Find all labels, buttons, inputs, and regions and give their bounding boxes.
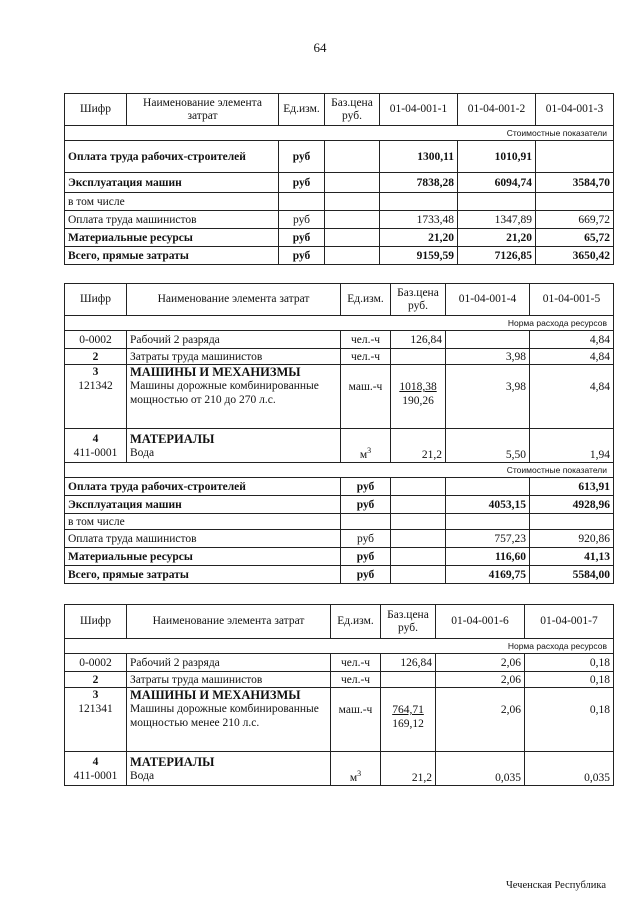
row-price xyxy=(391,496,446,514)
table-row xyxy=(65,429,614,463)
row-price xyxy=(391,478,446,496)
row-code: 0-0002 xyxy=(65,654,127,672)
row-name: Всего, прямые затраты xyxy=(65,247,279,265)
row-value-2: 41,13 xyxy=(530,548,614,566)
header-col-6: 01-04-001-6 xyxy=(436,605,525,639)
row-price: 126,84 xyxy=(391,331,446,349)
table-row xyxy=(65,211,614,229)
row-value-2: 1,94 xyxy=(530,429,614,463)
row-value-1 xyxy=(446,331,530,349)
row-price xyxy=(391,514,446,530)
table-row xyxy=(65,173,614,193)
resource-code: 411-0001 xyxy=(73,446,118,459)
row-unit: чел.-ч xyxy=(341,349,391,365)
row-price xyxy=(325,173,380,193)
row-value-3: 3650,42 xyxy=(536,247,614,265)
row-unit: руб xyxy=(341,530,391,548)
row-price xyxy=(391,349,446,365)
row-value-2: 4928,96 xyxy=(530,496,614,514)
resource-table-2 xyxy=(64,283,614,584)
row-name: в том числе xyxy=(65,193,279,211)
row-value-1: 1300,11 xyxy=(380,141,458,173)
header-unit: Ед.изм. xyxy=(331,605,381,639)
row-name: Эксплуатация машин xyxy=(65,173,279,193)
row-value-2: 4,84 xyxy=(530,331,614,349)
row-price: 126,84 xyxy=(381,654,436,672)
table-row xyxy=(65,349,614,365)
section-label: Стоимостные показатели xyxy=(65,463,614,478)
footer-region: Чеченская Республика xyxy=(505,880,606,891)
row-price xyxy=(325,141,380,173)
row-value-3 xyxy=(536,193,614,211)
row-name xyxy=(127,752,331,786)
row-unit: руб xyxy=(279,211,325,229)
table-row xyxy=(65,331,614,349)
header-col-1: 01-04-001-1 xyxy=(380,94,458,126)
row-price: 21,2 xyxy=(391,429,446,463)
row-value-1: 116,60 xyxy=(446,548,530,566)
row-code: 2 xyxy=(65,349,127,365)
row-name: Затраты труда машинистов xyxy=(127,672,331,688)
header-col-4: 01-04-001-4 xyxy=(446,284,530,316)
header-price: Баз.цена руб. xyxy=(391,284,446,316)
header-unit: Ед.изм. xyxy=(341,284,391,316)
row-value-1: 21,20 xyxy=(380,229,458,247)
row-name: Материальные ресурсы xyxy=(65,229,279,247)
header-name: Наименование элемента затрат xyxy=(127,94,279,126)
table-header-row xyxy=(65,284,614,316)
section-label: Стоимостные показатели xyxy=(65,126,614,141)
price-labor: 169,12 xyxy=(392,718,424,730)
section-row xyxy=(65,316,614,331)
unit-text: м xyxy=(349,772,358,784)
row-code xyxy=(65,688,127,752)
header-name: Наименование элемента затрат xyxy=(127,605,331,639)
section-row xyxy=(65,463,614,478)
row-name xyxy=(127,365,341,429)
resource-code: 121342 xyxy=(78,380,113,392)
table-row xyxy=(65,247,614,265)
row-value-2: 1010,91 xyxy=(458,141,536,173)
row-name: Оплата труда рабочих-строителей xyxy=(65,478,341,496)
resource-name: Машины дорожные комбинированные мощностью от 210 до 270 л.с. xyxy=(130,380,319,406)
table-row xyxy=(65,365,614,429)
row-value-1: 5,50 xyxy=(446,429,530,463)
header-code: Шифр xyxy=(65,605,127,639)
row-value-2: 4,84 xyxy=(530,365,614,429)
row-unit xyxy=(341,514,391,530)
header-col-2: 01-04-001-2 xyxy=(458,94,536,126)
row-price xyxy=(325,247,380,265)
row-unit: руб xyxy=(279,247,325,265)
resource-name: Вода xyxy=(130,769,155,782)
row-unit: руб xyxy=(341,566,391,584)
row-value-1: 9159,59 xyxy=(380,247,458,265)
table-row xyxy=(65,193,614,211)
header-col-3: 01-04-001-3 xyxy=(536,94,614,126)
row-unit: чел.-ч xyxy=(341,331,391,349)
row-price xyxy=(325,211,380,229)
table-row xyxy=(65,229,614,247)
row-value-2: 920,86 xyxy=(530,530,614,548)
resource-name: Вода xyxy=(130,446,155,459)
row-name xyxy=(127,429,341,463)
unit-superscript: 3 xyxy=(357,769,362,779)
row-unit: руб xyxy=(279,173,325,193)
row-code: 0-0002 xyxy=(65,331,127,349)
row-value-3: 65,72 xyxy=(536,229,614,247)
row-name: Оплата труда рабочих-строителей xyxy=(65,141,279,173)
row-unit: чел.-ч xyxy=(331,654,381,672)
row-value-2: 0,18 xyxy=(525,688,614,752)
row-value-2: 6094,74 xyxy=(458,173,536,193)
group-title: МАТЕРИАЛЫ xyxy=(130,431,215,446)
row-value-1 xyxy=(446,514,530,530)
row-name xyxy=(127,688,331,752)
row-name: Затраты труда машинистов xyxy=(127,349,341,365)
row-value-1: 2,06 xyxy=(436,654,525,672)
header-code: Шифр xyxy=(65,94,127,126)
row-price xyxy=(381,688,436,752)
row-unit: руб xyxy=(341,478,391,496)
group-title: МАШИНЫ И МЕХАНИЗМЫ xyxy=(130,365,301,379)
row-value-1: 3,98 xyxy=(446,365,530,429)
row-code: 2 xyxy=(65,672,127,688)
row-unit: маш.-ч xyxy=(341,365,391,429)
price-total: 1018,38 xyxy=(399,381,437,393)
resource-name: Машины дорожные комбинированные мощностью менее 210 л.с. xyxy=(130,703,319,729)
row-value-2: 5584,00 xyxy=(530,566,614,584)
table-row xyxy=(65,514,614,530)
resource-code: 121341 xyxy=(78,703,113,715)
group-number: 4 xyxy=(92,432,99,445)
table-header-row xyxy=(65,94,614,126)
group-title: МАТЕРИАЛЫ xyxy=(130,754,215,769)
row-value-1: 2,06 xyxy=(436,672,525,688)
row-price xyxy=(325,229,380,247)
row-unit: маш.-ч xyxy=(331,688,381,752)
row-code xyxy=(65,365,127,429)
group-number: 3 xyxy=(92,689,99,701)
row-value-3: 3584,70 xyxy=(536,173,614,193)
cost-table-1 xyxy=(64,93,614,265)
row-name: Всего, прямые затраты xyxy=(65,566,341,584)
table-row xyxy=(65,530,614,548)
header-price: Баз.цена руб. xyxy=(381,605,436,639)
row-name: Рабочий 2 разряда xyxy=(127,331,341,349)
row-value-2: 0,18 xyxy=(525,654,614,672)
row-price xyxy=(391,566,446,584)
row-unit: руб xyxy=(341,548,391,566)
resource-table-3 xyxy=(64,604,614,786)
row-value-3: 669,72 xyxy=(536,211,614,229)
row-value-2 xyxy=(530,514,614,530)
row-value-2 xyxy=(458,193,536,211)
section-label: Норма расхода ресурсов xyxy=(65,316,614,331)
header-unit: Ед.изм. xyxy=(279,94,325,126)
unit-superscript: 3 xyxy=(367,446,372,456)
row-value-1: 3,98 xyxy=(446,349,530,365)
row-unit: руб xyxy=(341,496,391,514)
row-price xyxy=(391,365,446,429)
row-price xyxy=(391,548,446,566)
row-price xyxy=(325,193,380,211)
table-header-row xyxy=(65,605,614,639)
row-value-2: 613,91 xyxy=(530,478,614,496)
row-value-2: 0,035 xyxy=(525,752,614,786)
group-number: 4 xyxy=(92,755,99,768)
header-code: Шифр xyxy=(65,284,127,316)
header-col-5: 01-04-001-5 xyxy=(530,284,614,316)
header-price: Баз.цена руб. xyxy=(325,94,380,126)
row-unit: руб xyxy=(279,229,325,247)
group-number: 3 xyxy=(92,366,99,378)
section-label: Норма расхода ресурсов xyxy=(65,639,614,654)
row-value-1: 4053,15 xyxy=(446,496,530,514)
row-unit: руб xyxy=(279,141,325,173)
row-price xyxy=(381,672,436,688)
section-row xyxy=(65,126,614,141)
group-title: МАШИНЫ И МЕХАНИЗМЫ xyxy=(130,688,301,702)
table-row xyxy=(65,478,614,496)
header-name: Наименование элемента затрат xyxy=(127,284,341,316)
row-unit: чел.-ч xyxy=(331,672,381,688)
row-unit xyxy=(341,429,391,463)
header-col-7: 01-04-001-7 xyxy=(525,605,614,639)
row-value-1 xyxy=(446,478,530,496)
table-row xyxy=(65,688,614,752)
row-name: в том числе xyxy=(65,514,341,530)
table-row xyxy=(65,548,614,566)
table-row xyxy=(65,496,614,514)
row-code xyxy=(65,752,127,786)
row-value-2: 0,18 xyxy=(525,672,614,688)
row-value-2: 1347,89 xyxy=(458,211,536,229)
row-price xyxy=(391,530,446,548)
row-value-1: 7838,28 xyxy=(380,173,458,193)
row-value-2: 21,20 xyxy=(458,229,536,247)
row-name: Оплата труда машинистов xyxy=(65,530,341,548)
table-row xyxy=(65,566,614,584)
row-name: Оплата труда машинистов xyxy=(65,211,279,229)
row-value-1: 0,035 xyxy=(436,752,525,786)
row-value-1: 1733,48 xyxy=(380,211,458,229)
page-number: 64 xyxy=(313,40,327,55)
unit-text: м xyxy=(359,449,368,461)
row-code xyxy=(65,429,127,463)
row-value-1 xyxy=(380,193,458,211)
resource-code: 411-0001 xyxy=(73,769,118,782)
price-labor: 190,26 xyxy=(402,395,434,407)
section-row xyxy=(65,639,614,654)
table-row xyxy=(65,672,614,688)
row-value-1: 2,06 xyxy=(436,688,525,752)
row-value-2: 4,84 xyxy=(530,349,614,365)
row-value-3 xyxy=(536,141,614,173)
row-unit xyxy=(279,193,325,211)
row-name: Рабочий 2 разряда xyxy=(127,654,331,672)
row-value-1: 4169,75 xyxy=(446,566,530,584)
table-row xyxy=(65,752,614,786)
row-value-2: 7126,85 xyxy=(458,247,536,265)
table-row xyxy=(65,654,614,672)
row-name: Эксплуатация машин xyxy=(65,496,341,514)
row-unit xyxy=(331,752,381,786)
row-name: Материальные ресурсы xyxy=(65,548,341,566)
table-row xyxy=(65,141,614,173)
price-total: 764,71 xyxy=(392,704,424,716)
row-price: 21,2 xyxy=(381,752,436,786)
row-value-1: 757,23 xyxy=(446,530,530,548)
